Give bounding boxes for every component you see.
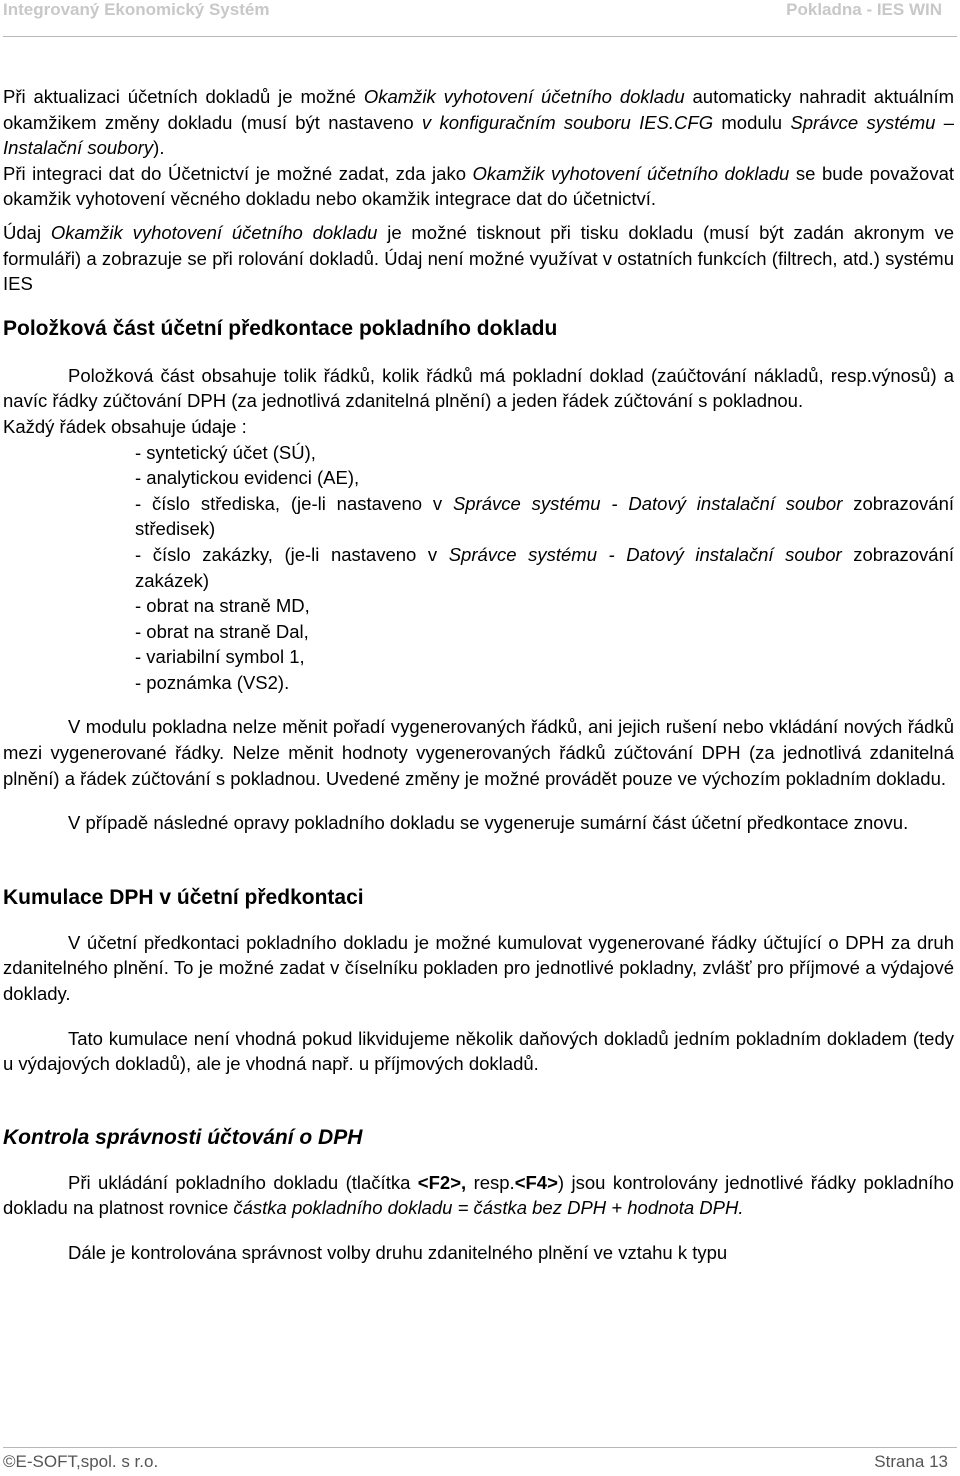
item-list [3,440,954,696]
paragraph-aktualizace [3,84,954,161]
term-spravce-systemu: Správce systému - Datový instalační soubor [448,543,842,565]
term-okamzik: Okamžik vyhotovení účetního dokladu [472,162,790,184]
list-item [135,491,954,542]
footer-divider [3,1447,957,1448]
text: resp. [466,1171,515,1193]
term-okamzik: Okamžik vyhotovení účetního dokladu [363,86,685,107]
paragraph-udaj [3,220,954,297]
paragraph-kontrola-volby: Dále je kontrolována správnost volby druhu zdanitelného plnění ve vztahu k typu [68,1242,728,1263]
paragraph-ukladani [3,1170,954,1221]
list-item: - syntetický účet (SÚ), [135,441,316,463]
section-title-kumulace-dph: Kumulace DPH v účetní předkontaci [3,885,364,909]
footer-company: ©E-SOFT,spol. s r.o. [3,1452,159,1471]
header-divider [3,36,957,37]
section-title-polozkova-cast: Položková část účetní předkontace pokladního dokladu [3,316,558,340]
text: Při ukládání pokladního dokladu (tlačítka [68,1171,418,1193]
footer-page-number: Strana 13 [874,1452,948,1471]
list-item: - obrat na straně MD, [135,595,310,617]
page-header [0,0,960,36]
text: Při aktualizaci účetních dokladů je možné [3,86,364,107]
text: modulu [713,111,791,133]
text: automaticky nahradit aktuálním okamžikem změny dokladu (musí být nastaveno [3,86,954,133]
paragraph-kazdy-radek: Každý řádek obsahuje údaje : [3,415,247,437]
list-item: - analytickou evidenci (AE), [135,467,360,489]
text: zobrazování středisek) [135,492,954,540]
text: Při integraci dat do Účetnictví je možné zadat, zda jako [3,162,473,184]
header-system-name: Integrovaný Ekonomický Systém [3,0,270,19]
term-okamzik: Okamžik vyhotovení účetního dokladu [50,221,378,243]
key-f2: <F2>, [417,1171,467,1193]
paragraph-oprava: V případě následné opravy pokladního dokladu se vygeneruje sumární část účetní předkontace znovu. [68,812,909,834]
term-spravce-systemu: Správce systému - Datový instalační soubor [452,492,843,514]
formula: částka pokladního dokladu = částka bez DPH + hodnota DPH. [233,1197,744,1219]
term-konfigurace: v konfiguračním souboru IES.CFG [421,111,714,133]
text: - číslo zakázky, (je-li nastaveno v [135,543,449,565]
text: Údaj [3,221,51,243]
list-item [135,542,954,593]
list-item: - poznámka (VS2). [135,671,290,693]
list-item: - obrat na straně Dal, [135,620,309,642]
paragraph-modul-pokladna: V modulu pokladna nelze měnit pořadí vygenerovaných řádků, ani jejich rušení nebo vkládání nových řádků mezi vygenerované řádky. Nelze měnit hodnoty vygenerovaných řádků zúčtování DPH (za jednotlivá zdanitelná plnění) a řádek zúčtování s pokladnou. Uvedené změny je možné provádět pouze ve výchozím pokladním dokladu. [3,716,954,789]
term-spravce-systemu: Správce systému – Instalační soubory [3,111,954,159]
text: ) jsou kontrolovány jednotlivé řádky pokladního dokladu na platnost rovnice [3,1171,954,1219]
header-module-name: Pokladna - IES WIN [786,0,942,19]
text: se bude považovat okamžik vyhotovení věcného dokladu nebo okamžik integrace dat do účetnictví. [3,162,955,210]
paragraph-kumulace: V účetní předkontaci pokladního dokladu je možné kumulovat vygenerované řádky účtující o DPH za druh zdanitelného plnění. To je možné zadat v číselníku pokladen pro jednotlivé pokladny, zvlášť pro příjmové a výdajové doklady. [3,931,954,1005]
document-body [3,84,954,1266]
section-title-kontrola-dph: Kontrola správnosti účtování o DPH [3,1125,363,1149]
text: je možné tisknout při tisku dokladu (musí být zadán akronym ve formuláři) a zobrazuje se při rolování dokladů. Údaj není možné využívat v ostatních funkcích (filtrech, atd.) systému IES [3,221,954,295]
paragraph-tato-kumulace: Tato kumulace není vhodná pokud likvidujeme několik daňových dokladů jedním pokladním dokladem (tedy u výdajových dokladů), ale je vhodná např. u příjmových dokladů. [3,1027,954,1075]
text: zobrazování zakázek) [135,543,954,591]
key-f4: <F4> [514,1171,558,1193]
text: ). [153,137,165,159]
text: - číslo střediska, (je-li nastaveno v [135,492,453,514]
paragraph-polozkova-cast: Položková část obsahuje tolik řádků, kolik řádků má pokladní doklad (zaúčtování nákladů, resp.výnosů) a navíc řádky zúčtování DPH (za jednotlivá zdanitelná plnění) a jeden řádek zúčtování s pokladnou. [3,364,954,412]
list-item: - variabilní symbol 1, [135,646,305,668]
paragraph-integrace [3,161,954,212]
